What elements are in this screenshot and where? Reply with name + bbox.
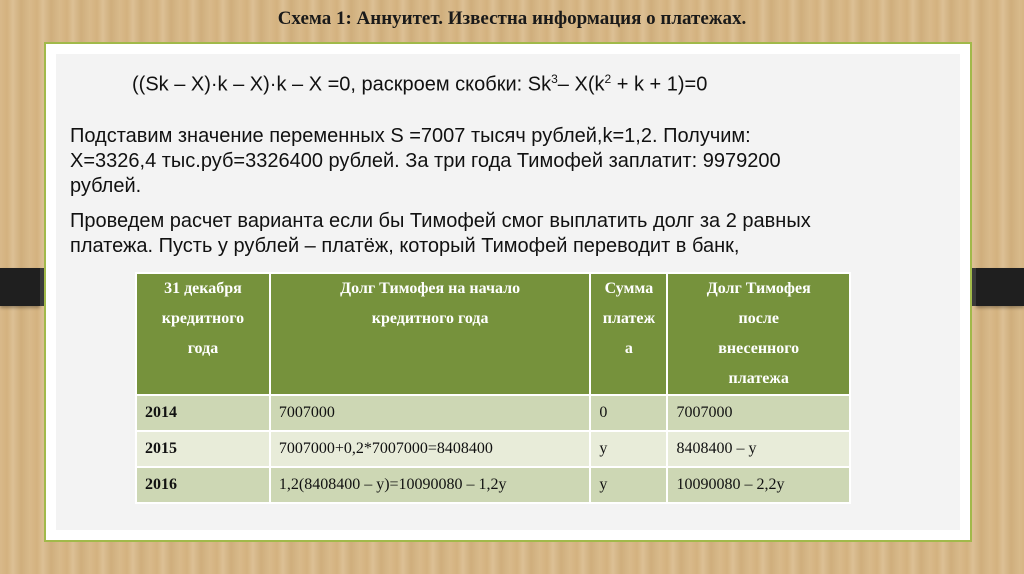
header-payment <box>590 273 667 395</box>
paragraph-substitution <box>70 124 950 199</box>
header-line: года <box>187 340 219 357</box>
table-row <box>136 395 850 431</box>
table-row <box>136 467 850 503</box>
slide-title: Схема 1: Аннуитет. Известна информация о платежах. <box>277 8 747 29</box>
table-row <box>136 431 850 467</box>
formula-sup2: 2 <box>604 72 612 86</box>
formula-sup1: 3 <box>551 72 558 86</box>
cell-payment: y <box>590 467 667 503</box>
formula-part3: + k + 1)=0 <box>611 73 708 96</box>
decorative-tab-right <box>976 268 1024 306</box>
content-area <box>56 54 960 530</box>
payment-table <box>135 272 851 504</box>
cell-debt-start: 1,2(8408400 – y)=10090080 – 1,2y <box>270 467 590 503</box>
paragraph-line: Подставим значение переменных S =7007 тысяч рублей,k=1,2. Получим: <box>70 125 751 147</box>
header-line: а <box>624 340 633 357</box>
cell-payment: 0 <box>590 395 667 431</box>
paragraph-line: платежа. Пусть у рублей – платёж, который Тимофей переводит в банк, <box>70 235 740 257</box>
header-line: внесенного <box>718 340 800 357</box>
header-line: Сумма <box>604 280 654 297</box>
header-line: кредитного <box>161 310 245 327</box>
formula-part1: ((Sk – X)·k – X)·k – X =0, раскроем скобки: Sk <box>132 73 552 96</box>
cell-debt-start: 7007000+0,2*7007000=8408400 <box>270 431 590 467</box>
cell-debt-after: 8408400 – y <box>667 431 850 467</box>
paragraph-line: Проведем расчет варианта если бы Тимофей смог выплатить долг за 2 равных <box>70 210 811 232</box>
formula-part2: – X(k <box>557 73 605 96</box>
decorative-tab-left <box>0 268 40 306</box>
header-line: 31 декабря <box>164 280 242 297</box>
header-line: после <box>738 310 779 327</box>
header-line: платеж <box>602 310 656 327</box>
header-line: Долг Тимофея на начало <box>340 280 521 297</box>
header-line: кредитного года <box>371 310 489 327</box>
paragraph-line: рублей. <box>70 175 142 197</box>
formula-line <box>132 72 707 97</box>
table-header-row <box>136 273 850 395</box>
cell-year: 2016 <box>136 467 270 503</box>
header-line: Долг Тимофея <box>706 280 811 297</box>
header-date <box>136 273 270 395</box>
cell-payment: y <box>590 431 667 467</box>
cell-debt-after: 7007000 <box>667 395 850 431</box>
header-line: платежа <box>728 370 789 387</box>
header-debt-start <box>270 273 590 395</box>
header-debt-after <box>667 273 850 395</box>
paragraph-variant <box>70 209 950 259</box>
cell-debt-after: 10090080 – 2,2y <box>667 467 850 503</box>
paragraph-line: X=3326,4 тыс.руб=3326400 рублей. За три года Тимофей заплатит: 9979200 <box>70 150 781 172</box>
cell-year: 2015 <box>136 431 270 467</box>
cell-year: 2014 <box>136 395 270 431</box>
content-card <box>44 42 972 542</box>
cell-debt-start: 7007000 <box>270 395 590 431</box>
